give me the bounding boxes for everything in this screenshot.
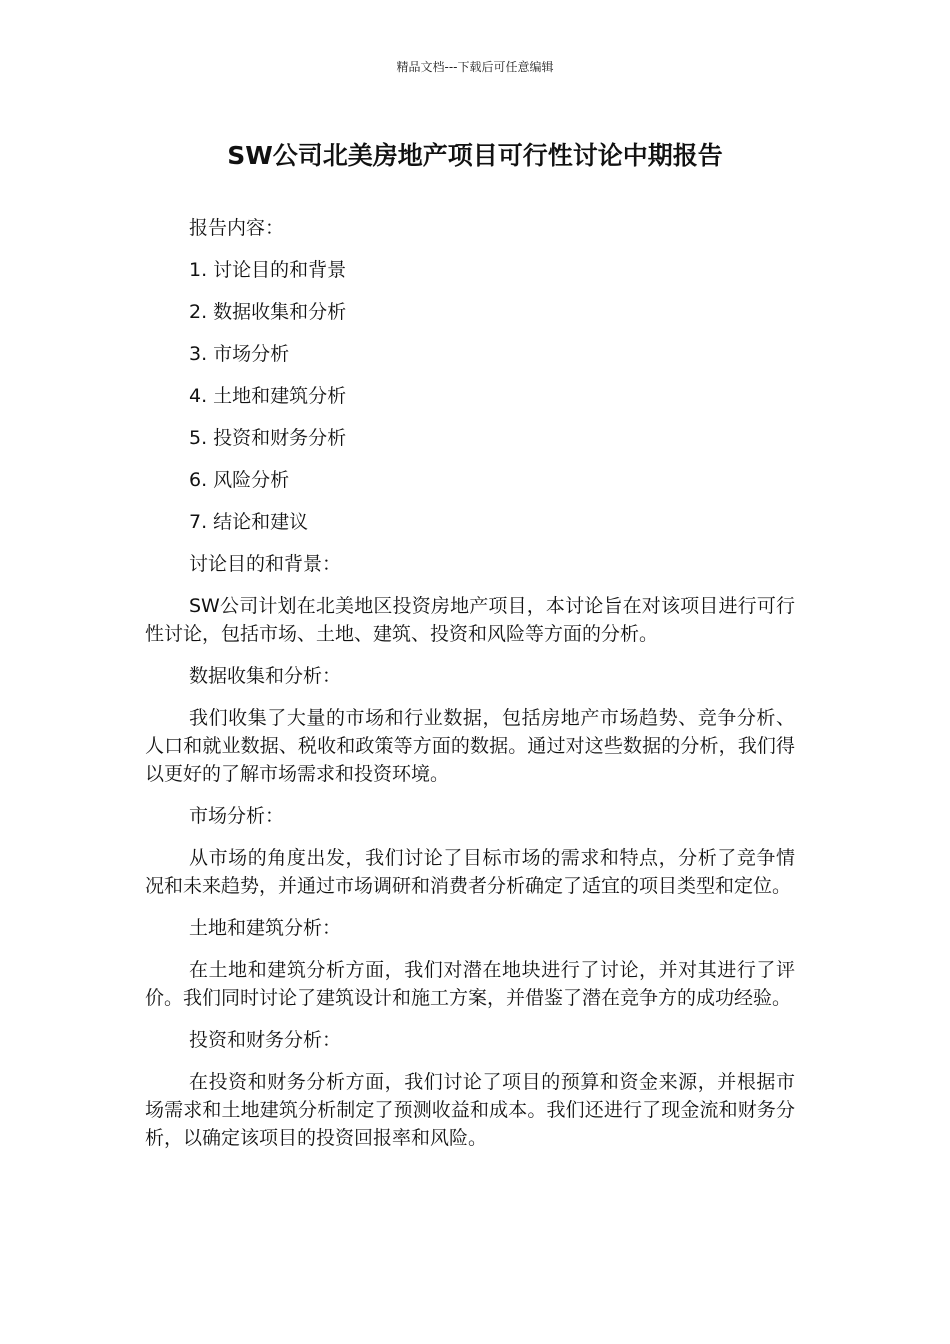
section-paragraph: 我们收集了大量的市场和行业数据，包括房地产市场趋势、竞争分析、人口和就业数据、税收和政策等方面的数据。通过对这些数据的分析，我们得以更好的了解市场需求和投资环境。 [145, 707, 795, 785]
section-heading: 投资和财务分析： [189, 1029, 342, 1051]
toc-item: 3. 市场分析 [189, 343, 290, 365]
toc-heading: 报告内容： [189, 217, 285, 239]
page-header: 精品文档---下载后可任意编辑 [396, 60, 554, 74]
toc-item: 6. 风险分析 [189, 469, 290, 491]
section-heading: 市场分析： [189, 805, 285, 827]
section-paragraph: 在土地和建筑分析方面，我们对潜在地块进行了讨论，并对其进行了评价。我们同时讨论了建筑设计和施工方案，并借鉴了潜在竞争方的成功经验。 [145, 959, 795, 1009]
section-heading: 讨论目的和背景： [189, 553, 342, 575]
section-heading: 土地和建筑分析： [189, 917, 342, 939]
section-paragraph: 从市场的角度出发，我们讨论了目标市场的需求和特点，分析了竞争情况和未来趋势，并通过市场调研和消费者分析确定了适宜的项目类型和定位。 [145, 847, 795, 897]
toc-item: 1. 讨论目的和背景 [189, 259, 347, 281]
toc-item: 2. 数据收集和分析 [189, 301, 347, 323]
toc-item: 5. 投资和财务分析 [189, 427, 347, 449]
section-paragraph: SW公司计划在北美地区投资房地产项目，本讨论旨在对该项目进行可行性讨论，包括市场、土地、建筑、投资和风险等方面的分析。 [145, 595, 795, 645]
section-paragraph: 在投资和财务分析方面，我们讨论了项目的预算和资金来源，并根据市场需求和土地建筑分析制定了预测收益和成本。我们还进行了现金流和财务分析，以确定该项目的投资回报率和风险。 [145, 1071, 795, 1149]
document-title: SW公司北美房地产项目可行性讨论中期报告 [227, 141, 723, 170]
toc-item: 4. 土地和建筑分析 [189, 385, 347, 407]
document-body [145, 214, 795, 1166]
section-heading: 数据收集和分析： [189, 665, 342, 687]
toc-item: 7. 结论和建议 [189, 511, 309, 533]
